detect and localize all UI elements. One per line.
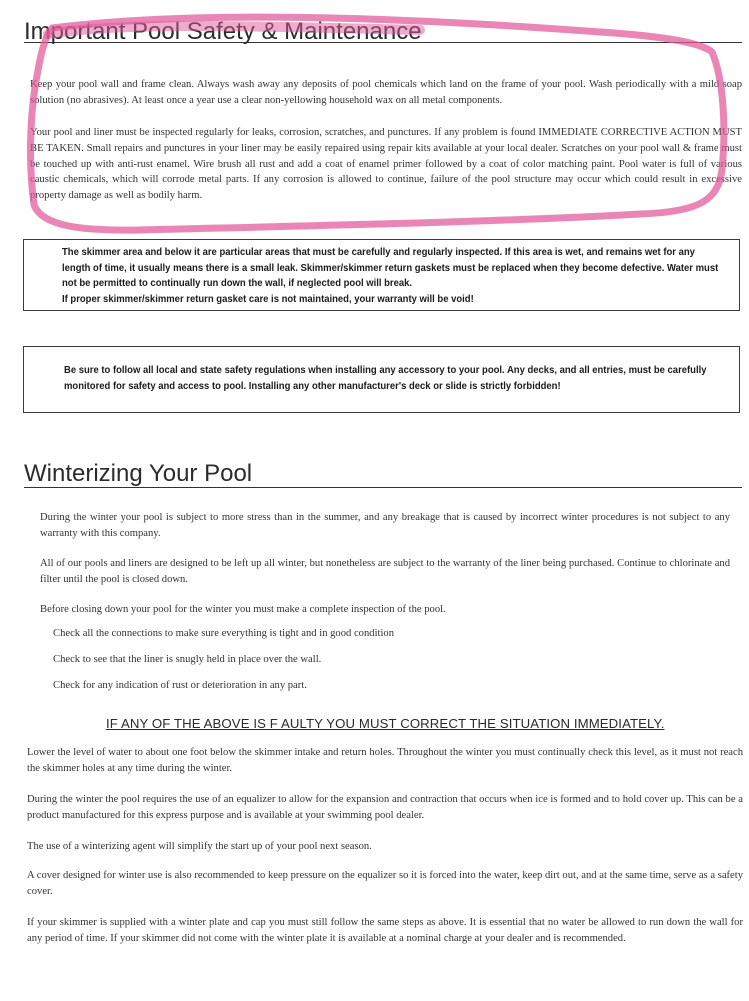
heading-rule [24, 42, 742, 43]
check-item: Check to see that the liner is snugly held in place over the wall. [53, 654, 322, 665]
frame-cleaning-paragraph: Keep your pool wall and frame clean. Always wash away any deposits of pool chemicals which land on the frame of your pool. Wash periodically with a mild soap solution (no abrasives). At least once a year use a clear non-yellowing household wax on all metal components. [30, 79, 742, 106]
safety-maintenance-heading: Important Pool Safety & Maintenance [24, 18, 422, 45]
safety-regulations-box [23, 346, 740, 413]
inspection-paragraph: Your pool and liner must be inspected regularly for leaks, corrosion, scratches, and punctures. If any problem is found IMMEDIATE CORRECTIVE ACTION MUST BE TAKEN. Small repairs and punctures in your liner may be easily repaired using repair kits available at your local dealer. Scratches on your pool wall & frame must be touched up with anti-rust enamel. Wire brush all rust and add a coat of enamel primer followed by a coat of color matching paint. Pool water is full of various caustic chemicals, which will corrode metal parts. If any corrosion is allowed to continue, failure of the pool structure may occur which could result in excessive property damage as well as bodily harm. [30, 127, 742, 202]
inspection-intro-paragraph: Before closing down your pool for the winter you must make a complete inspection of the pool. [40, 604, 446, 615]
faulty-warning: IF ANY OF THE ABOVE IS F AULTY YOU MUST CORRECT THE SITUATION IMMEDIATELY. [106, 716, 665, 731]
winterizing-heading: Winterizing Your Pool [24, 460, 253, 487]
liner-warranty-paragraph: All of our pools and liners are designed to be left up all winter, but nonetheless are subject to the warranty of the liner being purchased. Continue to chlorinate and filter until the pool is closed down. [40, 558, 730, 585]
check-item: Check for any indication of rust or deterioration in any part. [53, 680, 307, 691]
skimmer-notice-box [23, 239, 740, 311]
winterizing-agent-paragraph: The use of a winterizing agent will simplify the start up of your pool next season. [27, 841, 372, 852]
heading-rule [24, 487, 742, 488]
winter-stress-paragraph: During the winter your pool is subject to more stress than in the summer, and any breakage that is caused by incorrect winter procedures is not subject to any warranty with this company. [40, 512, 730, 539]
winter-cover-paragraph: A cover designed for winter use is also recommended to keep pressure on the equalizer so it is forced into the water, keep dirt out, and at the same time, serve as a safety cover. [27, 870, 743, 897]
skimmer-notice-text: The skimmer area and below it are particular areas that must be carefully and regularly inspected. If this area is wet, and remains wet for any length of time, it usually means there is a small leak. Skimmer/skimmer return gaskets must be replaced when they become defective. Water must not be permitted to continually run down the wall, if neglected pool will break. [62, 247, 719, 289]
check-item: Check all the connections to make sure everything is tight and in good condition [53, 628, 394, 639]
warranty-void-warning: If proper skimmer/skimmer return gasket care is not maintained, your warranty will be void! [62, 294, 474, 305]
winter-plate-paragraph: If your skimmer is supplied with a winter plate and cap you must still follow the same steps as above. It is essential that no water be allowed to run down the wall for any period of time. If your skimmer did not come with the winter plate it is available at a nominal charge at your dealer and is recommended. [27, 917, 743, 944]
equalizer-paragraph: During the winter the pool requires the use of an equalizer to allow for the expansion and contraction that occurs when ice is formed and to hold cover up. This can be a product manufactured for this express purpose and is available at your swimming pool dealer. [27, 794, 743, 821]
water-level-paragraph: Lower the level of water to about one foot below the skimmer intake and return holes. Throughout the winter you must continually check this level, as it must not reach the skimmer holes at any time during the winter. [27, 747, 743, 774]
safety-regulations-text: Be sure to follow all local and state safety regulations when installing any accessory to your pool. Any decks, and all entries, must be carefully monitored for safety and access to pool. Installing any other manufacturer's deck or slide is strictly forbidden! [64, 365, 707, 392]
